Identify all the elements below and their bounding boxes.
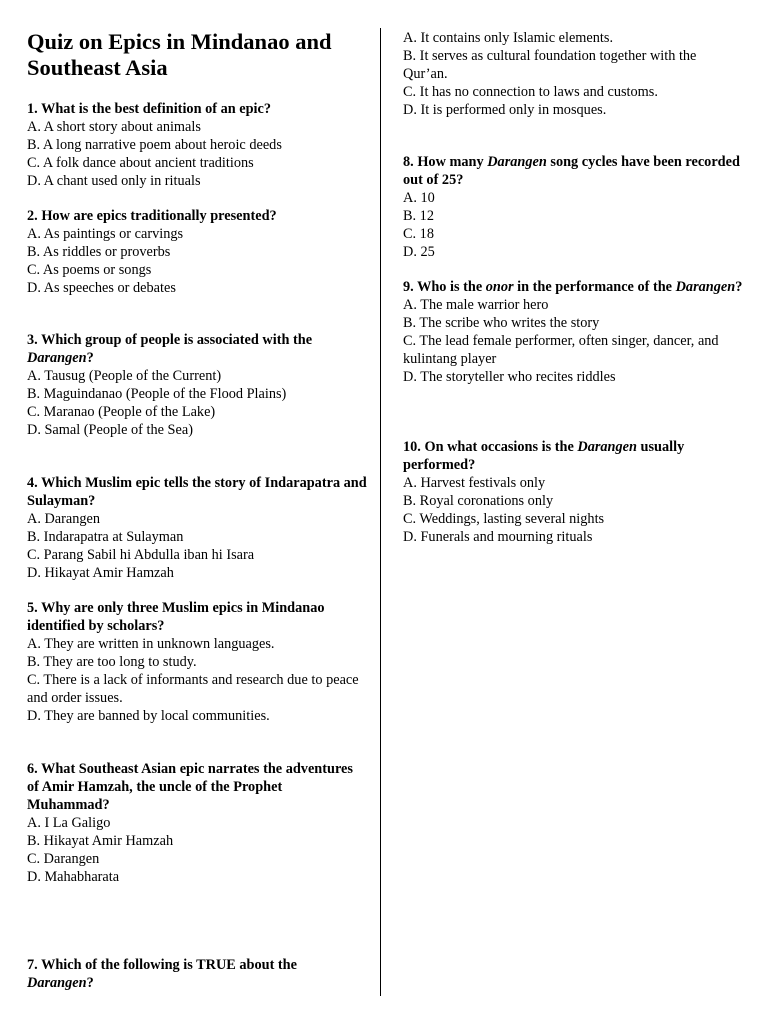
question-6-option-a: A. I La Galigo: [27, 815, 111, 831]
question-10-text: 10. On what occasions is the Darangen usually performed?: [403, 439, 685, 473]
question-7-text: 7. Which of the following is TRUE about the Darangen?: [27, 957, 297, 991]
question-4: [27, 474, 367, 582]
question-3-option-d: D. Samal (People of the Sea): [27, 422, 193, 438]
question-5-text: 5. Why are only three Muslim epics in Mindanao identified by scholars?: [27, 600, 325, 634]
question-8-option-c: C. 18: [403, 226, 434, 242]
question-6-option-d: D. Mahabharata: [27, 869, 120, 885]
question-8-option-d: D. 25: [403, 244, 435, 260]
question-10-option-a: A. Harvest festivals only: [403, 475, 546, 491]
question-6-option-c: C. Darangen: [27, 851, 100, 867]
question-3: [27, 331, 367, 439]
question-6-text: 6. What Southeast Asian epic narrates the adventures of Amir Hamzah, the uncle of the Prophet Muhammad?: [27, 761, 353, 813]
question-7-option-d: D. It is performed only in mosques.: [403, 102, 607, 118]
question-3-option-a: A. Tausug (People of the Current): [27, 368, 222, 384]
question-7-option-b: B. It serves as cultural foundation together with the Qur’an.: [403, 48, 697, 82]
question-8-text: 8. How many Darangen song cycles have been recorded out of 25?: [403, 154, 740, 188]
question-7-options: [403, 29, 743, 119]
question-5-option-b: B. They are too long to study.: [27, 654, 197, 670]
question-3-text: 3. Which group of people is associated with the Darangen?: [27, 332, 313, 366]
question-9-option-c: C. The lead female performer, often singer, dancer, and kulintang player: [403, 333, 719, 367]
question-3-option-c: C. Maranao (People of the Lake): [27, 404, 216, 420]
question-10-option-c: C. Weddings, lasting several nights: [403, 511, 605, 527]
question-1-option-a: A. A short story about animals: [27, 119, 201, 135]
question-5-option-a: A. They are written in unknown languages.: [27, 636, 275, 652]
question-4-text: 4. Which Muslim epic tells the story of Indarapatra and Sulayman?: [27, 475, 367, 509]
quiz-title: Quiz on Epics in Mindanao and Southeast Asia: [27, 29, 332, 80]
question-8-option-a: A. 10: [403, 190, 435, 206]
question-1-option-b: B. A long narrative poem about heroic deeds: [27, 137, 282, 153]
column-divider: [380, 28, 381, 996]
question-9-option-b: B. The scribe who writes the story: [403, 315, 600, 331]
question-4-option-b: B. Indarapatra at Sulayman: [27, 529, 184, 545]
question-2-option-d: D. As speeches or debates: [27, 280, 176, 296]
question-7: [27, 956, 367, 992]
question-7-option-c: C. It has no connection to laws and customs.: [403, 84, 658, 100]
question-2-option-a: A. As paintings or carvings: [27, 226, 184, 242]
question-8: [403, 153, 743, 261]
question-1-text: 1. What is the best definition of an epic?: [27, 101, 272, 117]
question-4-option-d: D. Hikayat Amir Hamzah: [27, 565, 174, 581]
question-10: [403, 438, 743, 546]
question-2-text: 2. How are epics traditionally presented?: [27, 208, 277, 224]
question-4-option-c: C. Parang Sabil hi Abdulla iban hi Isara: [27, 547, 255, 563]
question-7-option-a: A. It contains only Islamic elements.: [403, 30, 614, 46]
question-9-option-a: A. The male warrior hero: [403, 297, 549, 313]
question-5-option-d: D. They are banned by local communities.: [27, 708, 270, 724]
question-2-option-b: B. As riddles or proverbs: [27, 244, 171, 260]
question-2: [27, 207, 367, 297]
question-3-option-b: B. Maguindanao (People of the Flood Plains): [27, 386, 287, 402]
question-9-text: 9. Who is the onor in the performance of the Darangen?: [403, 279, 743, 295]
question-5-option-c: C. There is a lack of informants and research due to peace and order issues.: [27, 672, 359, 706]
question-2-option-c: C. As poems or songs: [27, 262, 152, 278]
question-1-option-d: D. A chant used only in rituals: [27, 173, 201, 189]
question-10-option-b: B. Royal coronations only: [403, 493, 554, 509]
question-4-option-a: A. Darangen: [27, 511, 101, 527]
question-9-option-d: D. The storyteller who recites riddles: [403, 369, 616, 385]
question-1-option-c: C. A folk dance about ancient traditions: [27, 155, 254, 171]
question-6-option-b: B. Hikayat Amir Hamzah: [27, 833, 174, 849]
question-10-option-d: D. Funerals and mourning rituals: [403, 529, 593, 545]
question-9: [403, 278, 743, 386]
question-8-option-b: B. 12: [403, 208, 434, 224]
question-1: [27, 100, 367, 190]
question-5: [27, 599, 367, 725]
question-6: [27, 760, 367, 886]
